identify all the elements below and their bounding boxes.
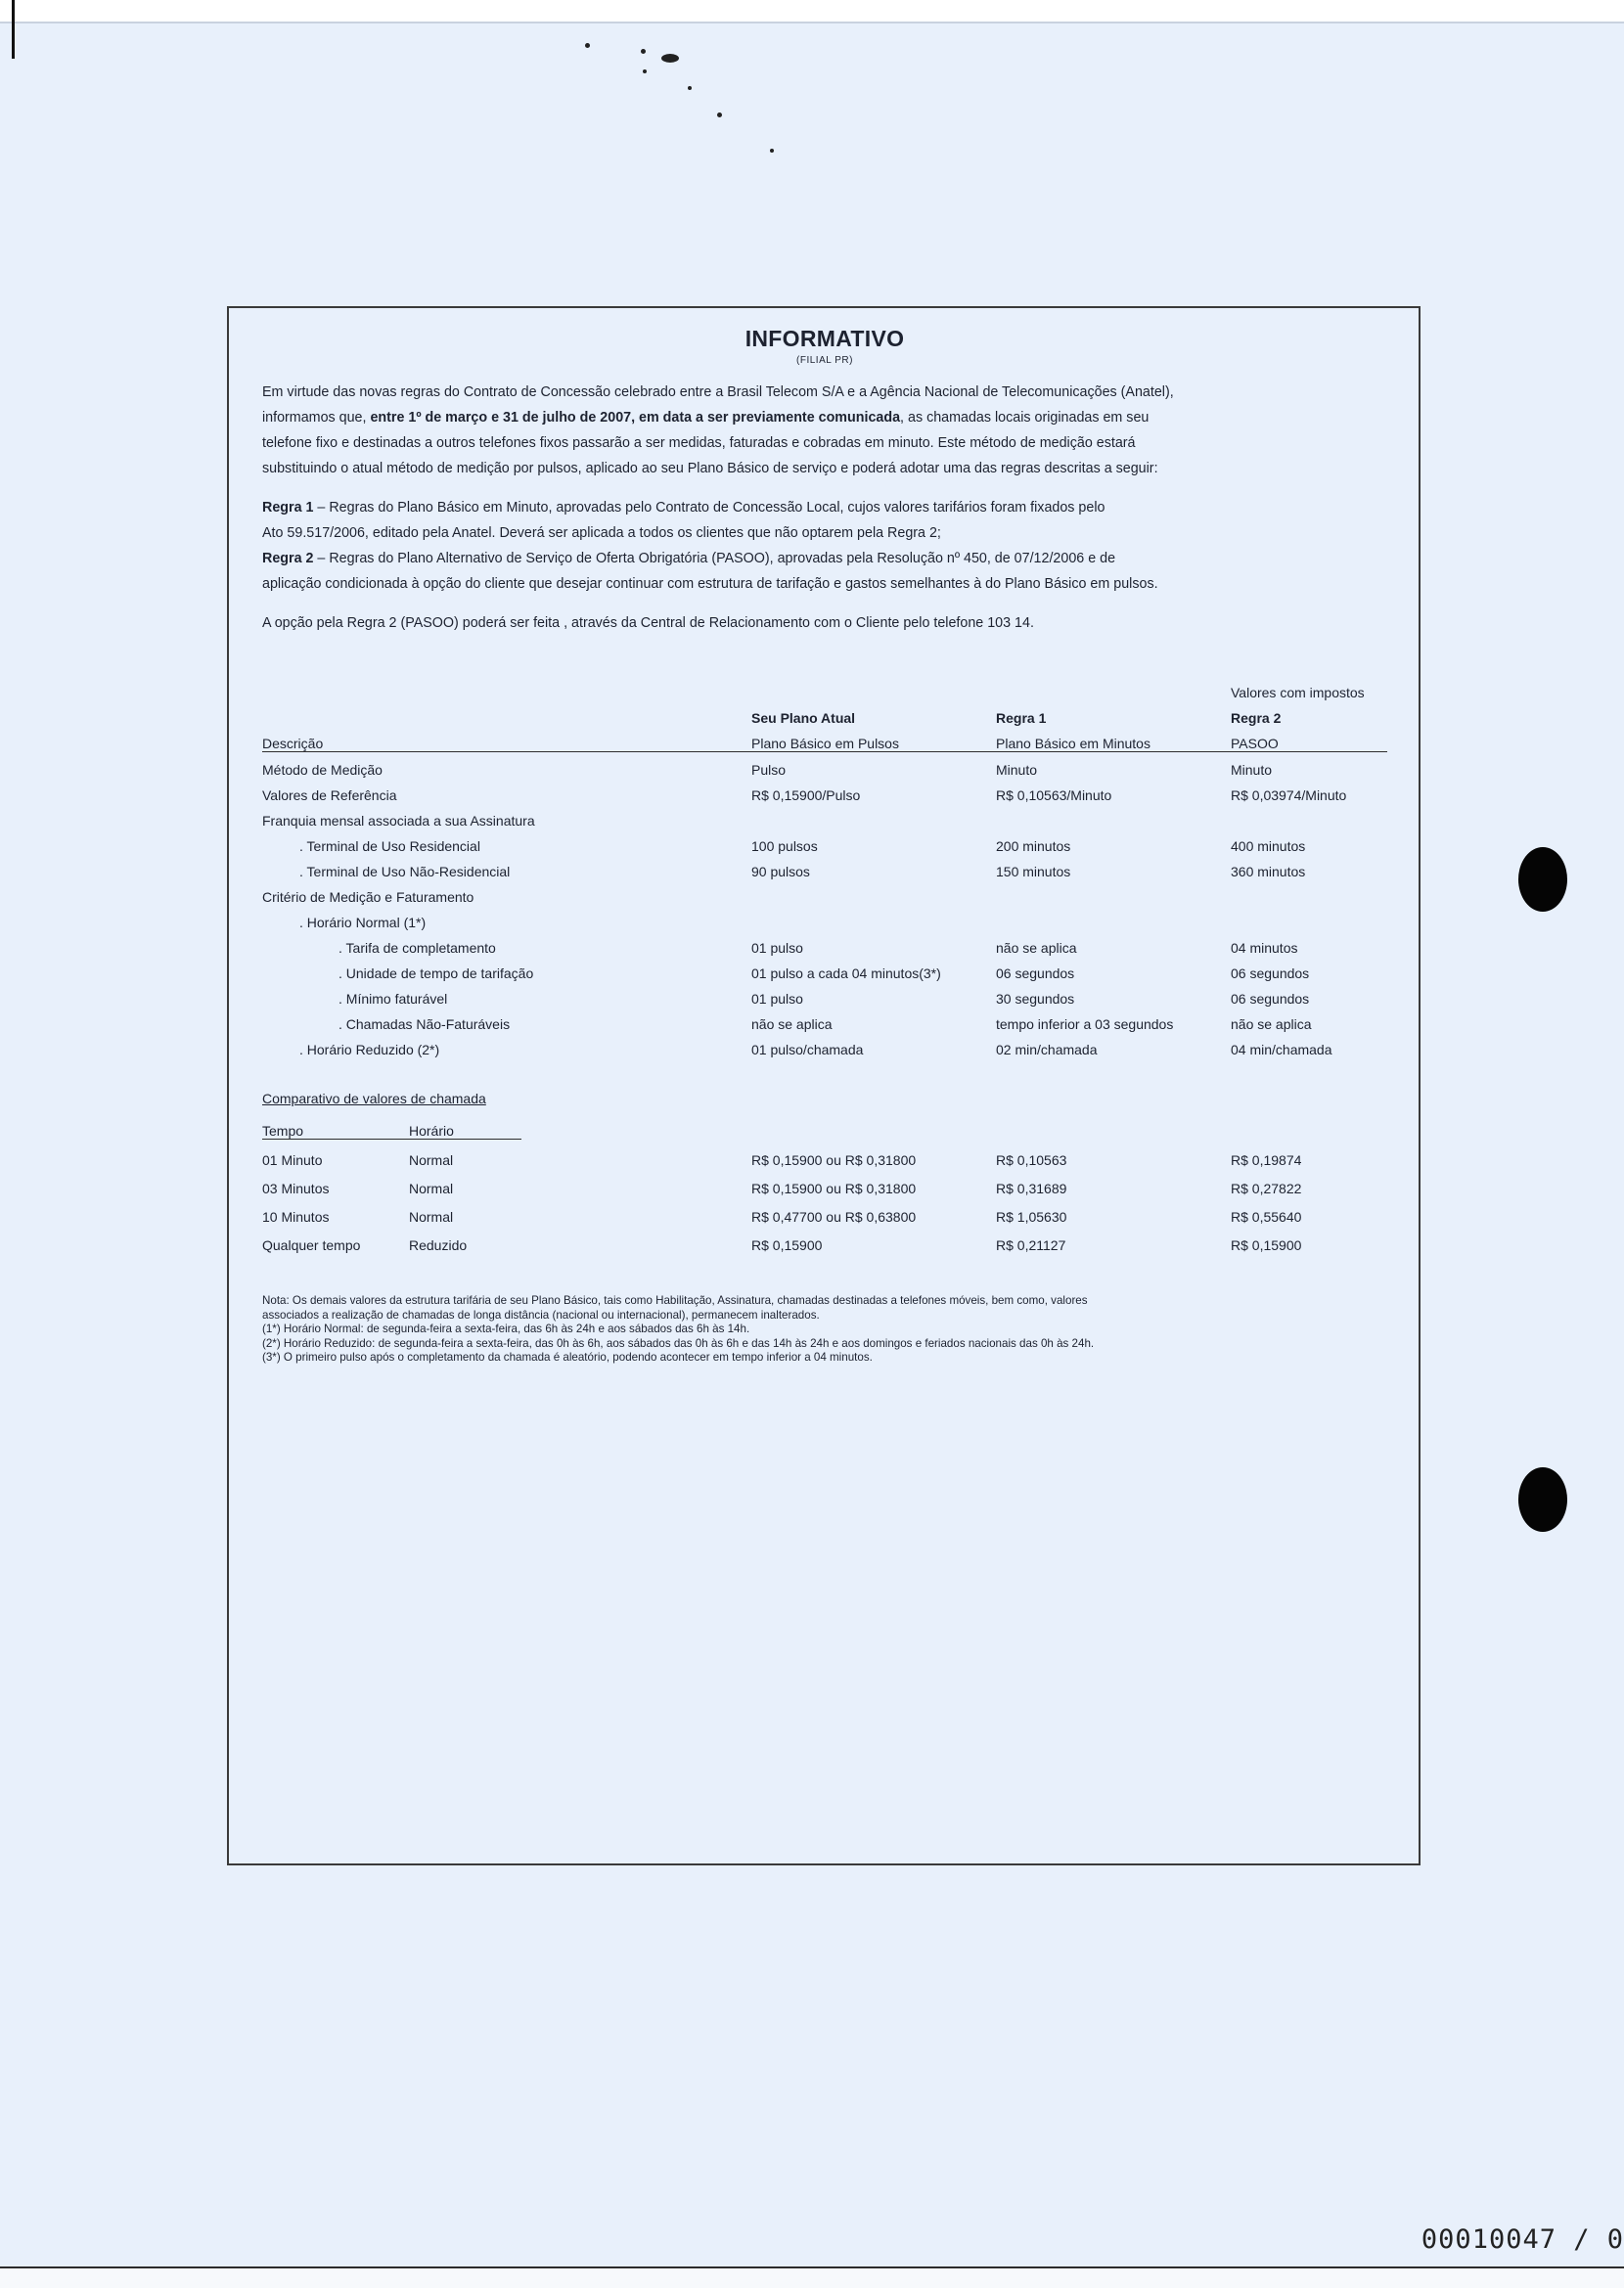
table-row <box>262 879 1387 905</box>
intro-emphasis: entre 1º de março e 31 de julho de 2007, em data a ser previamente comunicada <box>370 410 901 426</box>
table-row <box>262 1007 1387 1032</box>
intro-text: informamos que, <box>262 410 371 426</box>
document-subtitle: (FILIAL PR) <box>796 355 853 366</box>
cell-time: 10 Minutos <box>262 1209 330 1225</box>
cell-rule1: 02 min/chamada <box>996 1042 1098 1057</box>
row-label: . Unidade de tempo de tarifação <box>338 965 534 981</box>
comparison-row <box>262 1168 1387 1196</box>
cell-rule1 <box>996 803 1231 829</box>
cell-rule2: R$ 0,15900 <box>1231 1237 1302 1253</box>
note-line: associados a realização de chamadas de longa distância (nacional ou internacional), permanecem inalterados. <box>262 1308 820 1322</box>
row-label: . Mínimo faturável <box>338 991 448 1007</box>
scan-bottom-edge <box>0 2266 1624 2288</box>
table-header-row <box>262 726 1387 752</box>
rule2-line: aplicação condicionada à opção do cliente que desejar continuar com estrutura de tarifação e gastos semelhantes à do Plano Básico em pulsos. <box>262 576 1158 592</box>
row-label: . Chamadas Não-Faturáveis <box>338 1016 511 1032</box>
note-line: (3*) O primeiro pulso após o completamento da chamada é aleatório, podendo acontecer em tempo inferior a 04 minutos. <box>262 1351 873 1364</box>
row-label: . Horário Reduzido (2*) <box>299 1042 440 1057</box>
cell-rule2 <box>1231 879 1387 905</box>
intro-paragraph <box>262 380 1387 481</box>
col-period <box>409 1110 751 1140</box>
plans-table <box>262 675 1387 1057</box>
table-row <box>262 956 1387 981</box>
cell-rule2: 06 segundos <box>1231 991 1310 1007</box>
option-text: A opção pela Regra 2 (PASOO) poderá ser feita , através da Central de Relacionamento com o Cliente pelo telefone 103 14. <box>262 615 1034 631</box>
table-row <box>262 803 1387 829</box>
cell-current: 01 pulso/chamada <box>751 1042 864 1057</box>
cell-rule2: 400 minutos <box>1231 838 1306 854</box>
col-rule1: Regra 1 <box>996 710 1047 726</box>
comparison-title: Comparativo de valores de chamada <box>262 1091 486 1106</box>
cell-rule1: 06 segundos <box>996 965 1075 981</box>
cell-rule1: 30 segundos <box>996 991 1075 1007</box>
rules-section <box>262 495 1387 597</box>
scan-speck <box>661 54 679 63</box>
punch-hole <box>1518 847 1567 912</box>
col-period-label: Horário <box>409 1123 521 1140</box>
row-label: . Terminal de Uso Não-Residencial <box>299 864 511 879</box>
cell-rule2 <box>1231 803 1387 829</box>
cell-rule1: R$ 0,10563 <box>996 1152 1067 1168</box>
cell-current <box>751 803 996 829</box>
cell-period: Normal <box>409 1209 454 1225</box>
table-row <box>262 905 1387 930</box>
comparison-table <box>262 1110 1387 1253</box>
table-header-row <box>262 700 1387 726</box>
row-label: Critério de Medição e Faturamento <box>262 889 474 905</box>
document-content <box>262 322 1387 1366</box>
row-label: . Terminal de Uso Residencial <box>299 838 480 854</box>
intro-text: , as chamadas locais originadas em seu <box>900 410 1150 426</box>
cell-rule2: 04 minutos <box>1231 940 1298 956</box>
table-row <box>262 981 1387 1007</box>
scan-left-mark <box>12 0 15 59</box>
rule2-title: Regra 2 <box>262 551 314 566</box>
cell-current: 100 pulsos <box>751 838 818 854</box>
rule1-line: Ato 59.517/2006, editado pela Anatel. Deverá ser aplicada a todos os clientes que não optarem pela Regra 2; <box>262 525 941 541</box>
sub-current-plan: Plano Básico em Pulsos <box>751 726 996 752</box>
cell-current: 01 pulso <box>751 991 803 1007</box>
scan-speck <box>641 49 646 54</box>
page-stamp: 00010047 / 0 <box>1421 2224 1624 2255</box>
table-row <box>262 1032 1387 1057</box>
cell-current <box>751 905 996 930</box>
cell-rule2: R$ 0,03974/Minuto <box>1231 787 1347 803</box>
col-description: Descrição <box>262 726 751 752</box>
col-current-plan: Seu Plano Atual <box>751 710 856 726</box>
cell-rule1: tempo inferior a 03 segundos <box>996 1016 1174 1032</box>
cell-current <box>751 879 996 905</box>
row-label: . Horário Normal (1*) <box>299 915 427 930</box>
document-title: INFORMATIVO <box>744 326 905 351</box>
scan-speck <box>717 112 722 117</box>
intro-line: telefone fixo e destinadas a outros telefones fixos passarão a ser medidas, faturadas e cobradas em minuto. Este método de medição estará <box>262 435 1136 451</box>
note-line: Nota: Os demais valores da estrutura tarifária de seu Plano Básico, tais como Habilitação, Assinatura, chamadas destinadas a telefones móveis, bem como, valores <box>262 1294 1088 1307</box>
cell-rule2: 06 segundos <box>1231 965 1310 981</box>
cell-rule2: 04 min/chamada <box>1231 1042 1332 1057</box>
scan-top-edge <box>0 0 1624 23</box>
cell-time: 01 Minuto <box>262 1152 323 1168</box>
cell-rule1: não se aplica <box>996 940 1077 956</box>
col-rule2: Regra 2 <box>1231 710 1282 726</box>
rule1-title: Regra 1 <box>262 500 314 516</box>
cell-rule1 <box>996 905 1231 930</box>
cell-current: não se aplica <box>751 1016 833 1032</box>
cell-rule2: 360 minutos <box>1231 864 1306 879</box>
cell-rule2: não se aplica <box>1231 1016 1312 1032</box>
cell-current: R$ 0,47700 ou R$ 0,63800 <box>751 1209 917 1225</box>
notes-section <box>262 1294 1387 1366</box>
comparison-row <box>262 1196 1387 1225</box>
document-frame <box>227 306 1421 1865</box>
cell-rule1: 200 minutos <box>996 838 1071 854</box>
scan-speck <box>688 86 692 90</box>
comparison-row <box>262 1140 1387 1169</box>
table-row <box>262 778 1387 803</box>
rule2-line <box>262 546 1387 571</box>
row-label: . Tarifa de completamento <box>338 940 496 956</box>
col-time: Tempo <box>262 1110 409 1140</box>
table-row <box>262 752 1387 779</box>
cell-current: 01 pulso a cada 04 minutos(3*) <box>751 965 941 981</box>
cell-rule1 <box>996 879 1231 905</box>
scan-speck <box>770 149 774 153</box>
comparison-header-row <box>262 1110 1387 1140</box>
note-line: (1*) Horário Normal: de segunda-feira a sexta-feira, das 6h às 24h e aos sábados das 6h às 14h. <box>262 1323 750 1335</box>
taxes-note: Valores com impostos <box>1231 685 1365 700</box>
table-row <box>262 854 1387 879</box>
cell-current: R$ 0,15900/Pulso <box>751 787 861 803</box>
cell-period: Reduzido <box>409 1237 468 1253</box>
sub-rule2: PASOO <box>1231 726 1387 752</box>
cell-rule1: R$ 0,21127 <box>996 1237 1066 1253</box>
table-row <box>262 829 1387 854</box>
cell-rule2: Minuto <box>1231 762 1273 778</box>
cell-period: Normal <box>409 1152 454 1168</box>
intro-line: substituindo o atual método de medição por pulsos, aplicado ao seu Plano Básico de serviço e poderá adotar uma das regras descritas a seguir: <box>262 461 1158 476</box>
rule2-text: – Regras do Plano Alternativo de Serviço de Oferta Obrigatória (PASOO), aprovadas pela Resolução nº 450, de 07/12/2006 e de <box>313 551 1116 566</box>
cell-current: R$ 0,15900 ou R$ 0,31800 <box>751 1152 917 1168</box>
cell-current: Pulso <box>751 762 787 778</box>
cell-time: 03 Minutos <box>262 1181 330 1196</box>
cell-rule1: Minuto <box>996 762 1038 778</box>
cell-current: 01 pulso <box>751 940 803 956</box>
cell-rule2: R$ 0,55640 <box>1231 1209 1302 1225</box>
cell-rule2: R$ 0,27822 <box>1231 1181 1302 1196</box>
comparison-section <box>262 1091 1387 1253</box>
row-label: Valores de Referência <box>262 787 397 803</box>
intro-line <box>262 405 1387 430</box>
cell-current: R$ 0,15900 ou R$ 0,31800 <box>751 1181 917 1196</box>
rule1-text: – Regras do Plano Básico em Minuto, aprovadas pelo Contrato de Concessão Local, cujos valores tarifários foram fixados pelo <box>313 500 1105 516</box>
cell-current: R$ 0,15900 <box>751 1237 823 1253</box>
cell-rule2 <box>1231 905 1387 930</box>
row-label: Franquia mensal associada a sua Assinatura <box>262 813 535 829</box>
scan-speck <box>585 43 590 48</box>
scan-speck <box>643 69 647 73</box>
cell-time: Qualquer tempo <box>262 1237 361 1253</box>
cell-rule1: R$ 0,31689 <box>996 1181 1067 1196</box>
note-line: (2*) Horário Reduzido: de segunda-feira a sexta-feira, das 0h às 6h, aos sábados das 0h às 6h e das 14h às 24h e aos domingos e feriados nacionais das 0h às 24h. <box>262 1336 1095 1350</box>
cell-rule1: R$ 0,10563/Minuto <box>996 787 1112 803</box>
cell-rule1: R$ 1,05630 <box>996 1209 1067 1225</box>
cell-current: 90 pulsos <box>751 864 810 879</box>
comparison-row <box>262 1225 1387 1253</box>
table-header-row <box>262 675 1387 700</box>
rule1-line <box>262 495 1387 520</box>
row-label: Método de Medição <box>262 762 383 778</box>
sub-rule1: Plano Básico em Minutos <box>996 726 1231 752</box>
punch-hole <box>1518 1467 1567 1532</box>
cell-rule1: 150 minutos <box>996 864 1071 879</box>
cell-rule2: R$ 0,19874 <box>1231 1152 1302 1168</box>
table-row <box>262 930 1387 956</box>
cell-period: Normal <box>409 1181 454 1196</box>
intro-line: Em virtude das novas regras do Contrato de Concessão celebrado entre a Brasil Telecom S/A e a Agência Nacional de Telecomunicações (Anatel), <box>262 384 1174 400</box>
